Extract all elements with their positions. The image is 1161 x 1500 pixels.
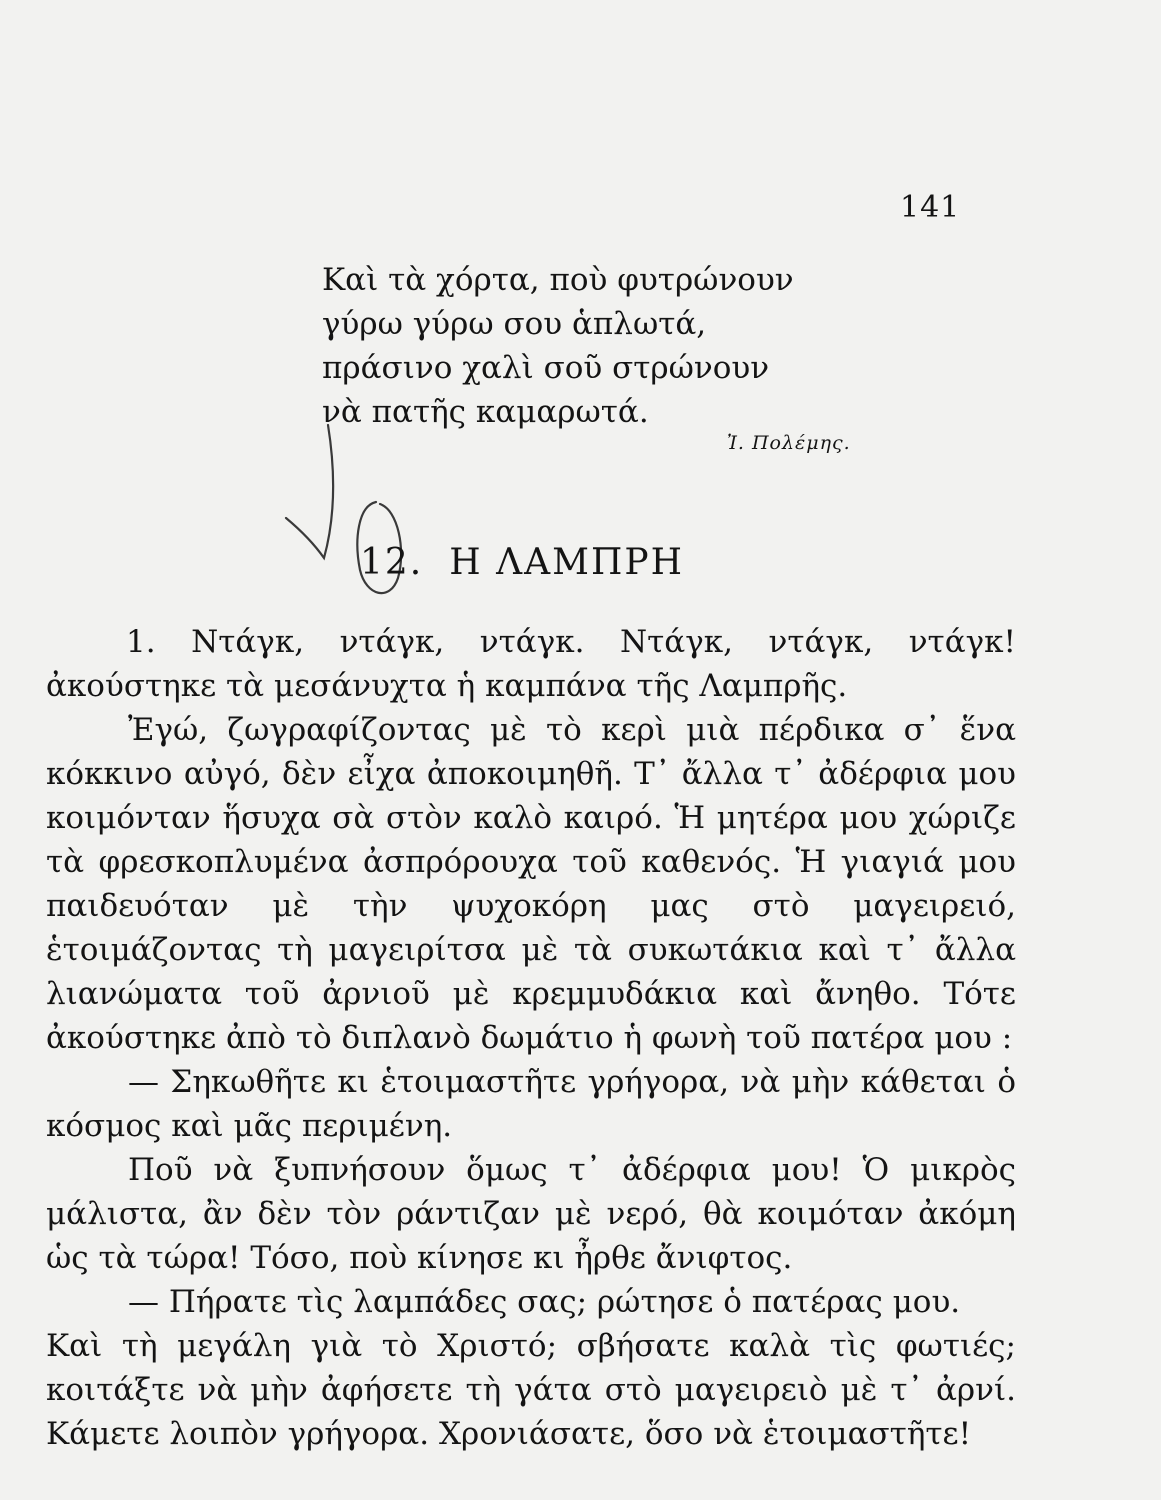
poem-attribution: Ἰ. Πολέμης. [727, 432, 851, 454]
chapter-heading [360, 542, 684, 583]
paragraph: 1. Ντάγκ, ντάγκ, ντάγκ. Ντάγκ, ντάγκ, ντάγκ! ἀκούστηκε τὰ μεσάνυχτα ἡ καμπάνα τῆς Λαμπρῆς. [46, 624, 1016, 704]
poem-line: πράσινο χαλὶ σοῦ στρώνουν [322, 350, 770, 386]
poem-line: γύρω γύρω σου ἁπλωτά, [322, 306, 707, 342]
paragraph: Καὶ τὴ μεγάλη γιὰ τὸ Χριστό; σβήσατε καλὰ τὶς φωτιές; κοιτάξτε νὰ μὴν ἀφήσετε τὴ γάτα στὸ μαγειρειὸ μὲ τ᾽ ἀρνί. Κάμετε λοιπὸν γρήγορα. Χρονιάσατε, ὅσο νὰ ἑτοιμαστῆτε! [46, 1328, 1016, 1452]
poem-line: νὰ πατῆς καμαρωτά. [322, 394, 649, 430]
chapter-title: Η ΛΑΜΠΡΗ [449, 542, 684, 583]
chapter-number: 12. [360, 542, 424, 583]
paragraph: Ἐγώ, ζωγραφίζοντας μὲ τὸ κερὶ μιὰ πέρδικα σ᾽ ἕνα κόκκινο αὐγό, δὲν εἶχα ἀποκοιμηθῆ. Τ᾽ ἄλλα τ᾽ ἀδέρφια μου κοιμόνταν ἥσυχα σὰ στὸν καλὸ καιρό. Ἡ μητέρα μου χώριζε τὰ φρεσκοπλυμένα ἀσπρόρουχα τοῦ καθενός. Ἡ γιαγιά μου παιδευόταν μὲ τὴν ψυχοκόρη μας στὸ μαγειρειό, ἑτοιμάζοντας τὴ μαγειρίτσα μὲ τὰ συκωτάκια καὶ τ᾽ ἄλλα λιανώματα τοῦ ἀρνιοῦ μὲ κρεμμυδάκια καὶ ἄνηθο. Τότε ἀκούστηκε ἀπὸ τὸ διπλανὸ δωμάτιο ἡ φωνὴ τοῦ πατέρα μου : [46, 712, 1016, 1056]
paragraph: Ποῦ νὰ ξυπνήσουν ὅμως τ᾽ ἀδέρφια μου! Ὁ μικρὸς μάλιστα, ἂν δὲν τὸν ράντιζαν μὲ νερό, θὰ κοιμόταν ἀκόμη ὡς τὰ τώρα! Τόσο, ποὺ κίνησε κι ἦρθε ἄνιφτος. [46, 1152, 1016, 1276]
poem-line: Καὶ τὰ χόρτα, ποὺ φυτρώνουν [322, 262, 794, 298]
poem-stanza [322, 258, 882, 434]
paragraph: — Σηκωθῆτε κι ἑτοιμαστῆτε γρήγορα, νὰ μὴν κάθεται ὁ κόσμος καὶ μᾶς περιμένη. [46, 1064, 1016, 1144]
page-number: 141 [900, 190, 961, 225]
paragraph: — Πήρατε τὶς λαμπάδες σας; ρώτησε ὁ πατέρας μου. [128, 1284, 961, 1320]
chapter-body [46, 620, 1016, 1456]
